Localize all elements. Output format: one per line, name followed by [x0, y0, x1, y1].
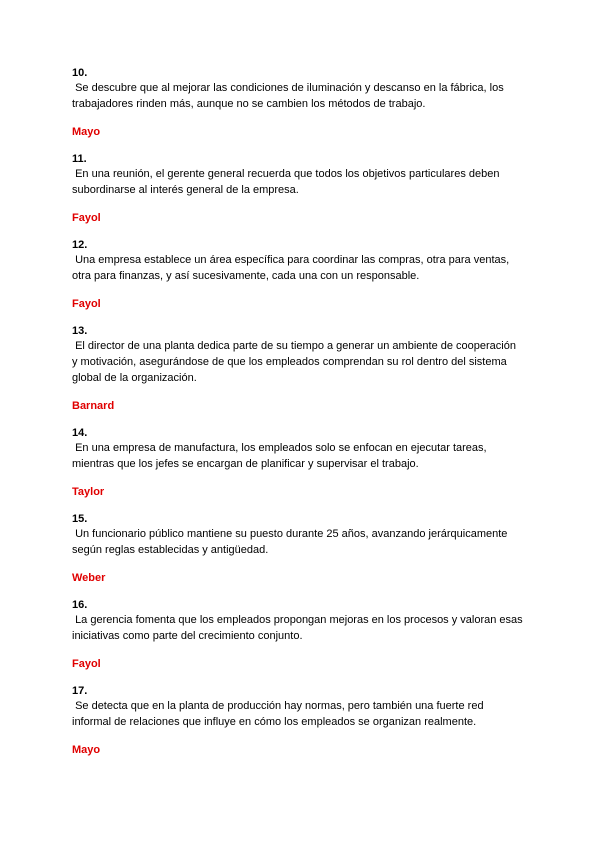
question-number: 16. — [72, 599, 88, 611]
answer-label: Barnard — [72, 400, 115, 412]
question-item — [72, 426, 542, 499]
question-item — [72, 684, 542, 757]
question-text: Se detecta que en la planta de producción hay normas, pero también una fuerte red informal de relaciones que influye en cómo los empleados se organizan realmente. — [72, 700, 484, 728]
question-item — [72, 238, 542, 311]
question-item — [72, 324, 542, 413]
question-text: El director de una planta dedica parte de su tiempo a generar un ambiente de cooperación y motivación, asegurándose de que los empleados comprendan su rol dentro del sistema global de la organización. — [72, 340, 516, 384]
answer-label: Mayo — [72, 126, 101, 138]
question-number: 14. — [72, 427, 88, 439]
question-text: Un funcionario público mantiene su puesto durante 25 años, avanzando jerárquicamente según reglas establecidas y antigüedad. — [72, 528, 508, 556]
question-item — [72, 66, 542, 139]
answer-label: Weber — [72, 572, 106, 584]
question-number: 17. — [72, 685, 88, 697]
question-item — [72, 152, 542, 225]
question-number: 12. — [72, 239, 88, 251]
answer-label: Mayo — [72, 744, 101, 756]
question-item — [72, 512, 542, 585]
document-page — [72, 66, 542, 770]
question-text: Una empresa establece un área específica para coordinar las compras, otra para ventas, otra para finanzas, y así sucesivamente, cada una con un responsable. — [72, 254, 510, 282]
question-item — [72, 598, 542, 671]
answer-label: Fayol — [72, 298, 101, 310]
question-number: 15. — [72, 513, 88, 525]
question-number: 11. — [72, 153, 87, 165]
question-text: La gerencia fomenta que los empleados propongan mejoras en los procesos y valoran esas iniciativas como parte del crecimiento conjunto. — [72, 614, 523, 642]
question-number: 13. — [72, 325, 88, 337]
question-number: 10. — [72, 67, 88, 79]
question-text: Se descubre que al mejorar las condiciones de iluminación y descanso en la fábrica, los trabajadores rinden más, aunque no se cambien los métodos de trabajo. — [72, 82, 504, 110]
answer-label: Fayol — [72, 212, 101, 224]
answer-label: Taylor — [72, 486, 105, 498]
question-text: En una reunión, el gerente general recuerda que todos los objetivos particulares deben subordinarse al interés general de la empresa. — [72, 168, 500, 196]
answer-label: Fayol — [72, 658, 101, 670]
question-text: En una empresa de manufactura, los empleados solo se enfocan en ejecutar tareas, mientras que los jefes se encargan de planificar y supervisar el trabajo. — [72, 442, 487, 470]
